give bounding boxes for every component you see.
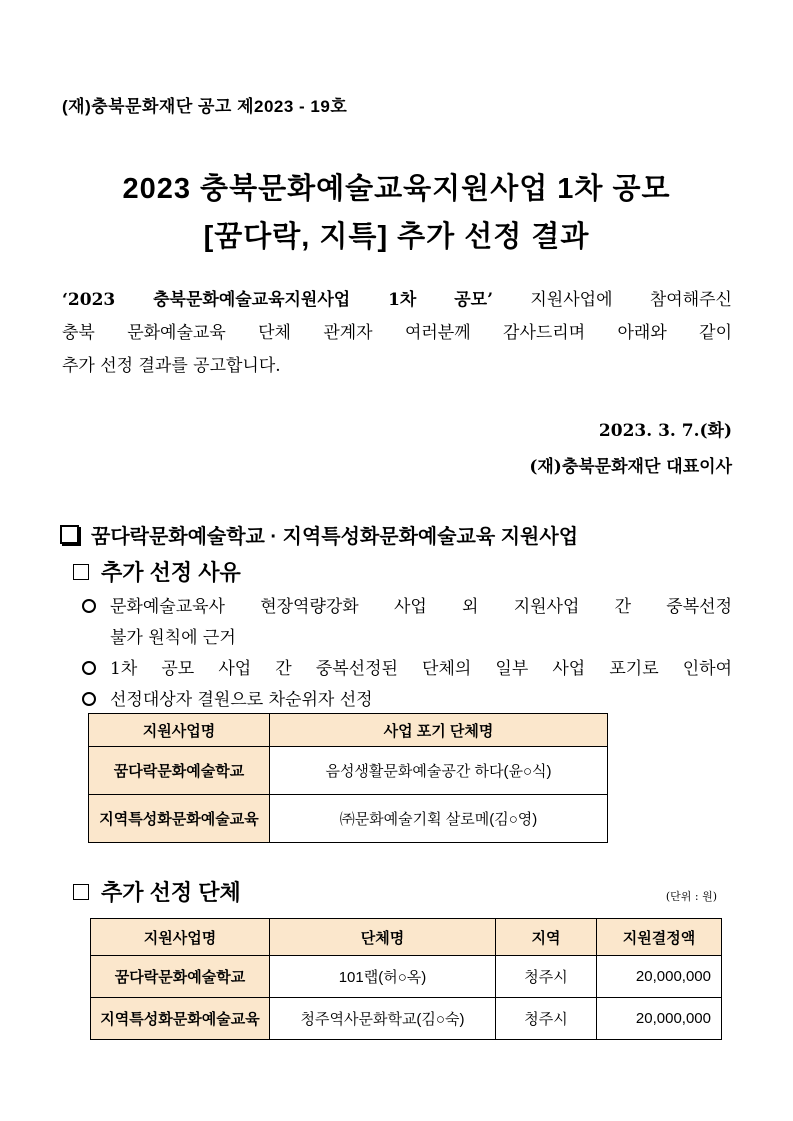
bullet-text: 문화예술교육사 현장역량강화 사업 외 지원사업 간 중복선정 — [110, 597, 732, 617]
square-icon — [73, 564, 89, 580]
document-title-line1: 2023 충북문화예술교육지원사업 1차 공모 — [122, 173, 671, 205]
intro-line1-rest: 지원사업에 참여해주신 — [493, 290, 732, 310]
table-cell-org: 101랩(허○옥) — [270, 956, 496, 998]
circle-bullet-icon — [82, 599, 96, 613]
square-icon — [73, 884, 89, 900]
notice-number: (재)충북문화재단 공고 제2023 - 19호 — [62, 97, 348, 116]
intro-line-2: 충북 문화예술교육 단체 관계자 여러분께 감사드리며 아래와 같이 — [62, 323, 732, 343]
table-row — [91, 956, 722, 998]
unit-label: (단위 : 원) — [665, 890, 717, 903]
withdraw-table — [88, 713, 608, 843]
circle-bullet-icon — [82, 692, 96, 706]
table-cell-region: 청주시 — [496, 956, 597, 998]
table-cell-program: 꿈다락문화예술학교 — [89, 747, 270, 795]
bullet-text: 선정대상자 결원으로 차순위자 선정 — [110, 690, 373, 710]
table-header-cell: 지역 — [496, 919, 597, 956]
table-header-row — [91, 919, 722, 956]
list-item — [82, 592, 732, 654]
table-row — [89, 747, 608, 795]
table-header-cell: 지원사업명 — [89, 714, 270, 747]
table-cell-program: 지역특성화문화예술교육 — [91, 998, 270, 1040]
table-cell-amount: 20,000,000 — [597, 998, 722, 1040]
table-header-cell: 단체명 — [270, 919, 496, 956]
table-cell-region: 청주시 — [496, 998, 597, 1040]
selected-table — [90, 918, 722, 1040]
list-item — [82, 685, 732, 716]
table-row — [89, 795, 608, 843]
table-cell-program: 지역특성화문화예술교육 — [89, 795, 270, 843]
document-title-line2: [꿈다락, 지특] 추가 선정 결과 — [203, 221, 590, 253]
section-main-label: 꿈다락문화예술학교 · 지역특성화문화예술교육 지원사업 — [91, 526, 579, 548]
table-cell-org: ㈜문화예술기획 살로메(김○영) — [270, 795, 608, 843]
notice-date: 2023. 3. 7.(화) — [598, 421, 732, 441]
shadow-box-icon — [60, 525, 79, 544]
section-selected-label: 추가 선정 단체 — [101, 880, 241, 905]
table-header-cell: 지원결정액 — [597, 919, 722, 956]
section-main-heading — [60, 520, 578, 549]
section-reason-label: 추가 선정 사유 — [101, 560, 241, 585]
intro-line-3: 추가 선정 결과를 공고합니다. — [62, 356, 281, 376]
notice-signer: (재)충북문화재단 대표이사 — [529, 457, 732, 477]
table-header-row — [89, 714, 608, 747]
table-row — [91, 998, 722, 1040]
section-reason-heading — [73, 556, 241, 587]
intro-line-1 — [62, 284, 732, 317]
list-item — [82, 654, 732, 685]
table-cell-org: 음성생활문화예술공간 하다(윤○식) — [270, 747, 608, 795]
table-cell-program: 꿈다락문화예술학교 — [91, 956, 270, 998]
section-selected-heading — [73, 876, 241, 907]
table-cell-org: 청주역사문화학교(김○숙) — [270, 998, 496, 1040]
intro-paragraph — [62, 284, 732, 383]
table-cell-amount: 20,000,000 — [597, 956, 722, 998]
intro-quote: ‘2023 충북문화예술교육지원사업 1차 공모’ — [62, 290, 493, 310]
bullet-text: 1차 공모 사업 간 중복선정된 단체의 일부 사업 포기로 인하여 — [110, 659, 732, 679]
bullet-text-cont: 불가 원칙에 근거 — [110, 628, 236, 648]
table-header-cell: 사업 포기 단체명 — [270, 714, 608, 747]
circle-bullet-icon — [82, 661, 96, 675]
reason-bullet-list — [82, 592, 732, 716]
table-header-cell: 지원사업명 — [91, 919, 270, 956]
